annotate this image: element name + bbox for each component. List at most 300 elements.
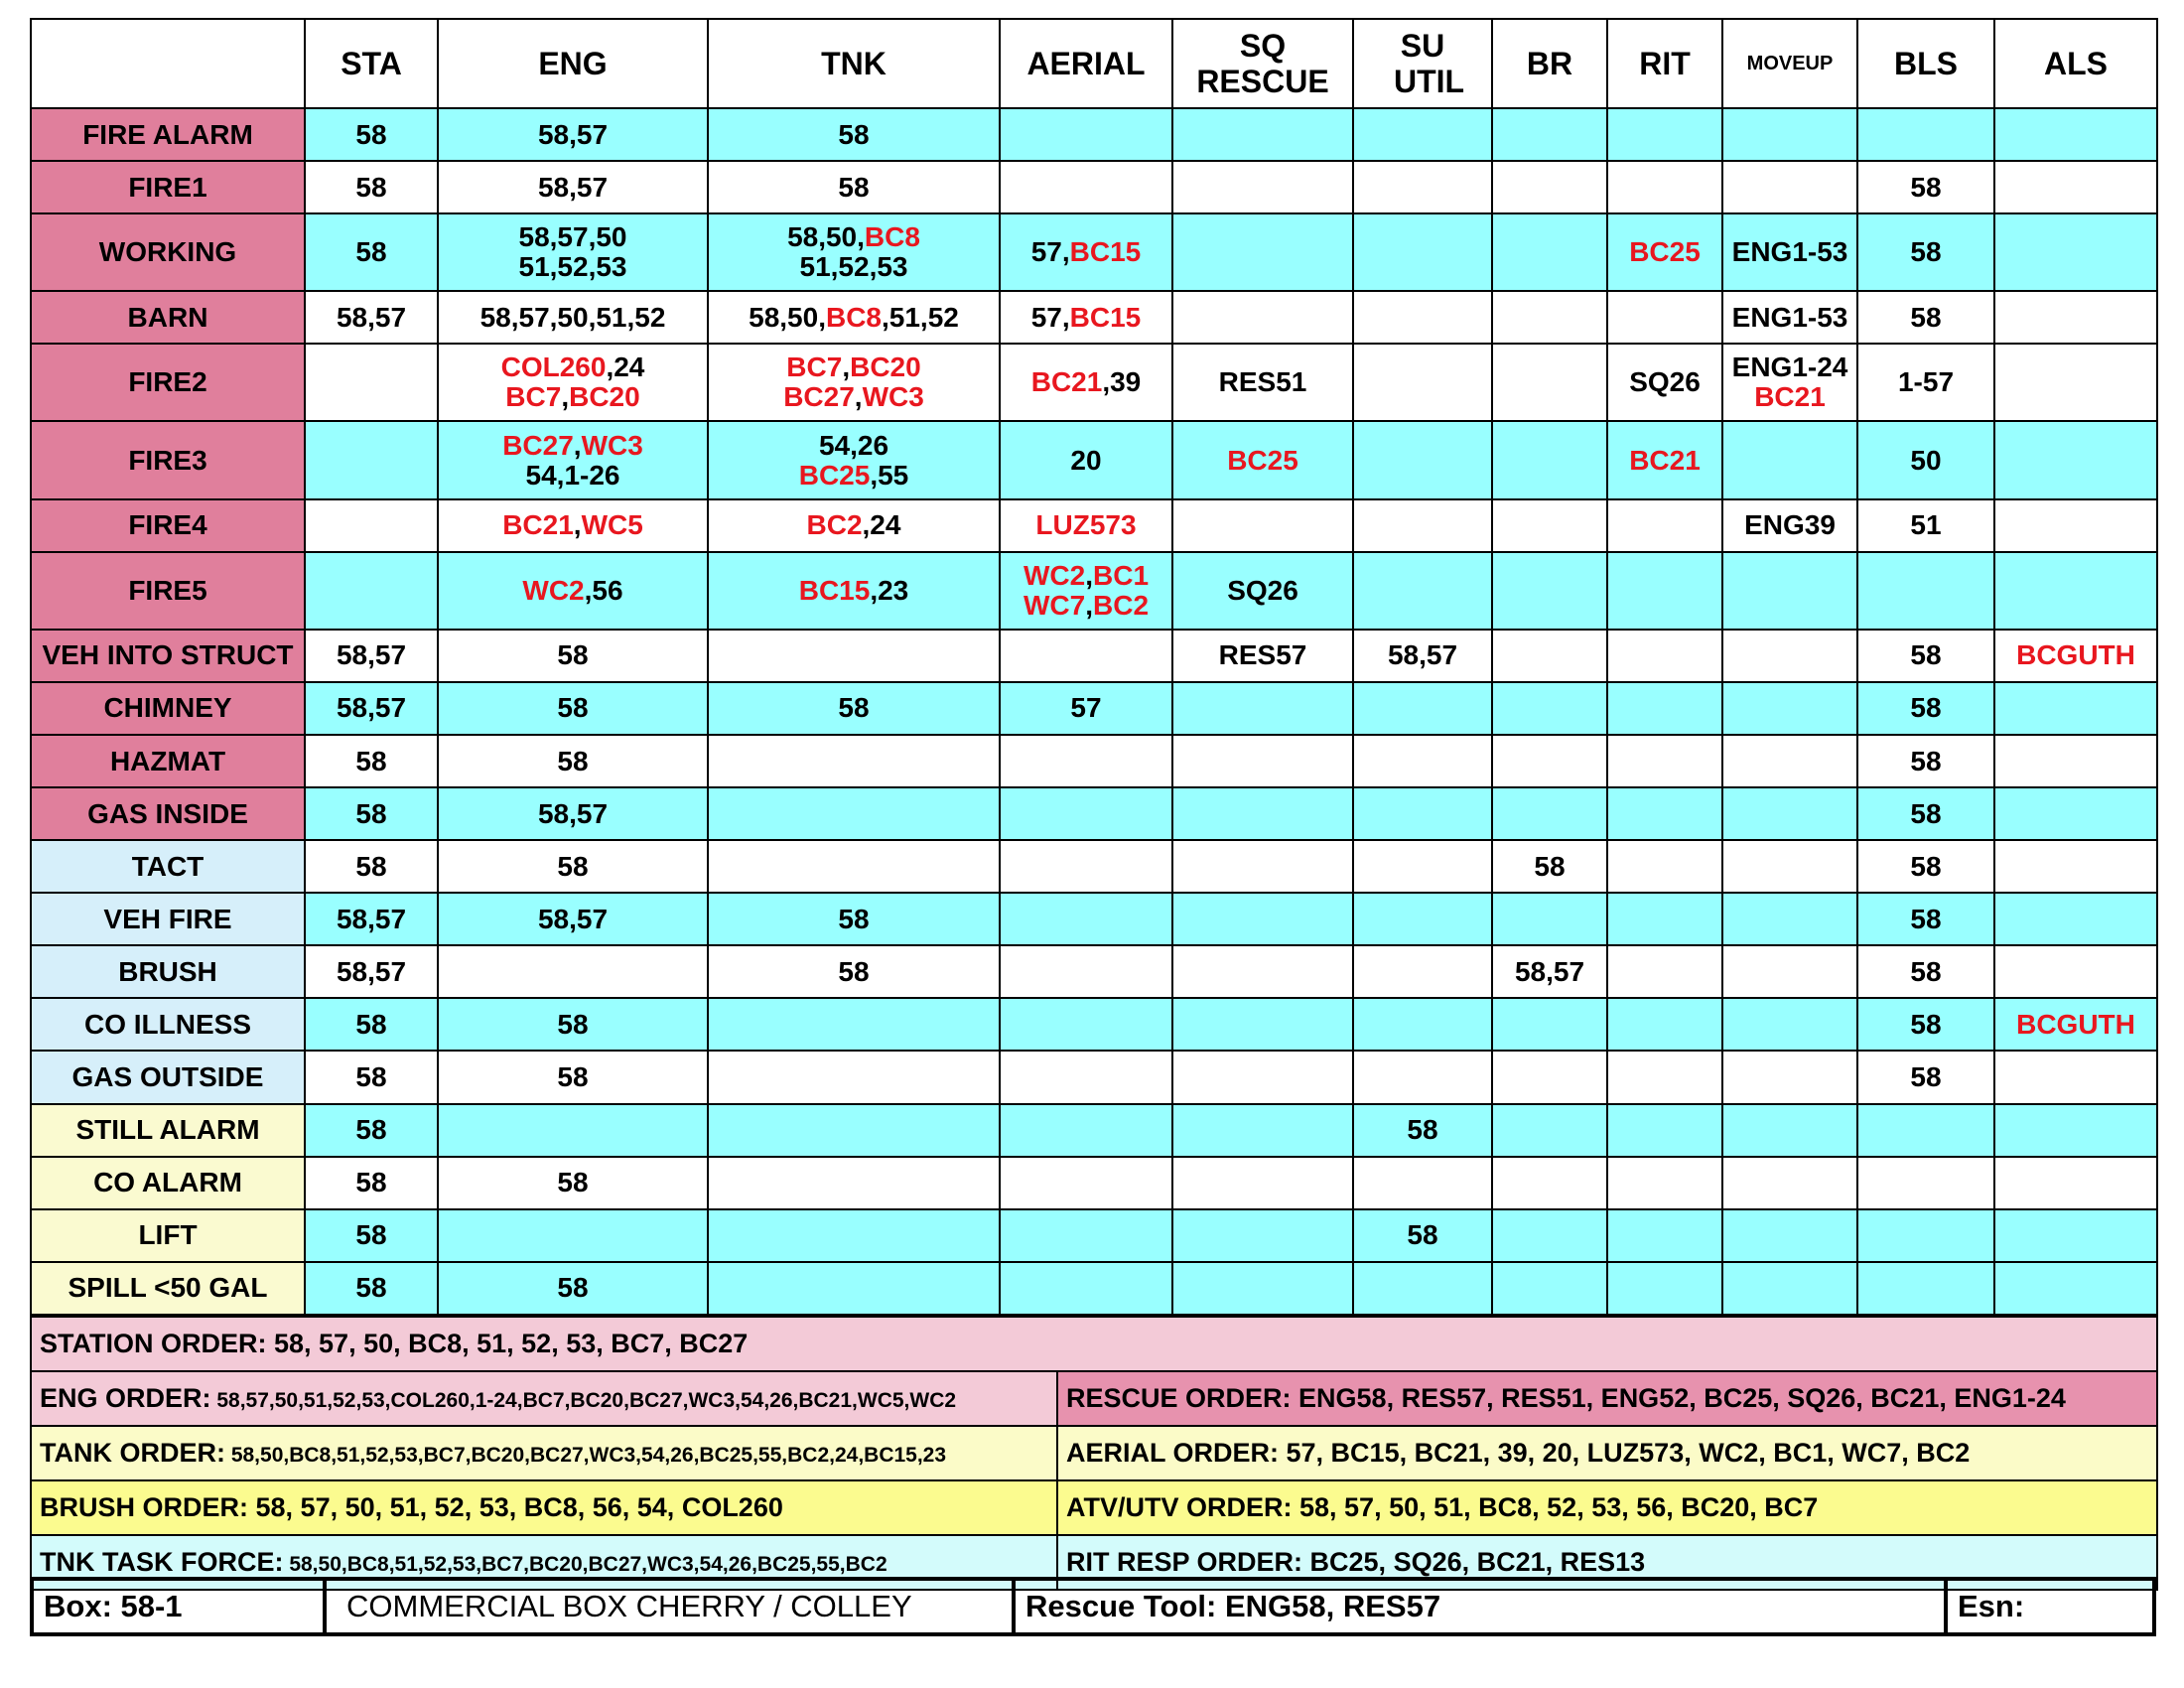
unit: 58 [1910, 1060, 1942, 1092]
unit: 58 [1910, 236, 1942, 268]
cell-bls [1857, 1157, 1994, 1209]
cell-tnk [708, 1051, 1000, 1103]
cell-sq-rescue [1172, 945, 1353, 998]
table-row [31, 998, 2157, 1051]
unit: 58,57 [336, 955, 407, 987]
cell-line [1354, 640, 1491, 670]
cell-tnk [708, 1104, 1000, 1157]
unit-red: BC21 [502, 509, 574, 541]
cell-line [439, 222, 707, 252]
cell-bls [1857, 421, 1994, 498]
cell-line [1858, 510, 1993, 540]
cell-eng [438, 998, 708, 1051]
cell-line [306, 1062, 437, 1092]
cell-line [1173, 367, 1352, 397]
cell-line [1858, 799, 1993, 829]
unit: 58 [355, 1114, 387, 1146]
cell-line [439, 799, 707, 829]
unit-red: BC25 [1227, 444, 1298, 476]
unit: 20 [1070, 444, 1102, 476]
cell-line [1173, 576, 1352, 606]
unit: 58,57 [537, 797, 609, 829]
rescue-tool: Rescue Tool: ENG58, RES57 [1016, 1581, 1948, 1632]
cell-su-util [1353, 421, 1492, 498]
cell-tnk [708, 213, 1000, 291]
cell-line [306, 1168, 437, 1197]
cell-rit [1607, 893, 1722, 945]
unit: 58,57 [336, 903, 407, 934]
cell-eng [438, 1051, 708, 1103]
cell-rit [1607, 291, 1722, 344]
cell-sta [305, 421, 438, 498]
cell-line [709, 510, 999, 540]
cell-tnk [708, 499, 1000, 552]
cell-line [1723, 510, 1856, 540]
cell-moveup [1722, 1262, 1857, 1315]
cell-als [1994, 213, 2157, 291]
cell-als [1994, 499, 2157, 552]
header-rit: RIT [1607, 19, 1722, 108]
table-row [31, 682, 2157, 735]
cell-line [1858, 852, 1993, 882]
cell-eng [438, 682, 708, 735]
unit: ENG39 [1744, 509, 1836, 541]
unit: ,56 [584, 574, 623, 606]
cell-line [439, 1168, 707, 1197]
cell-sq-rescue [1172, 682, 1353, 735]
cell-br [1492, 630, 1607, 682]
cell-moveup [1722, 1104, 1857, 1157]
cell-sta [305, 213, 438, 291]
unit: 57, [1030, 301, 1070, 333]
unit: 58 [355, 850, 387, 882]
unit-red: WC2 [522, 574, 585, 606]
cell-rit [1607, 1209, 1722, 1262]
table-row [31, 840, 2157, 893]
cell-line [1608, 367, 1721, 397]
cell-line [709, 905, 999, 934]
unit: 58 [355, 1060, 387, 1092]
unit-red: BC27 [783, 381, 855, 413]
header-sta: STA [305, 19, 438, 108]
row-label: CO ILLNESS [31, 998, 305, 1051]
cell-line [1001, 367, 1171, 397]
cell-tnk [708, 108, 1000, 161]
unit: 58,50, [787, 221, 865, 253]
row-label: FIRE3 [31, 421, 305, 498]
cell-tnk [708, 998, 1000, 1051]
cell-aerial [1000, 1262, 1172, 1315]
station-order: STATION ORDER: 58, 57, 50, BC8, 51, 52, 53, BC7, BC27 [31, 1317, 2157, 1371]
cell-br [1492, 945, 1607, 998]
cell-line [306, 747, 437, 776]
unit-red: BC15 [1069, 301, 1142, 333]
unit-red: BC21 [1030, 366, 1103, 398]
cell-bls [1857, 630, 1994, 682]
cell-line [1173, 640, 1352, 670]
cell-sta [305, 682, 438, 735]
cell-sq-rescue [1172, 344, 1353, 421]
cell-sta [305, 161, 438, 213]
unit: 58 [1910, 639, 1942, 671]
cell-line [1995, 640, 2156, 670]
cell-sq-rescue [1172, 630, 1353, 682]
rit-resp-order: RIT RESP ORDER: BC25, SQ26, BC21, RES13 [1057, 1535, 2157, 1590]
cell-eng [438, 1209, 708, 1262]
cell-br [1492, 552, 1607, 630]
cell-rit [1607, 213, 1722, 291]
cell-moveup [1722, 213, 1857, 291]
cell-bls [1857, 108, 1994, 161]
cell-tnk [708, 735, 1000, 787]
cell-line [1001, 693, 1171, 723]
cell-br [1492, 213, 1607, 291]
cell-sq-rescue [1172, 840, 1353, 893]
cell-br [1492, 682, 1607, 735]
cell-sq-rescue [1172, 552, 1353, 630]
cell-line [1858, 237, 1993, 267]
unit-red: WC3 [581, 429, 643, 461]
cell-eng [438, 630, 708, 682]
unit: 58 [838, 118, 870, 150]
cell-aerial [1000, 108, 1172, 161]
cell-sq-rescue [1172, 213, 1353, 291]
unit: 58 [838, 692, 870, 724]
cell-br [1492, 1157, 1607, 1209]
unit: RES51 [1218, 366, 1307, 398]
eng-order: ENG ORDER: 58,57,50,51,52,53,COL260,1-24,BC7,BC20,BC27,WC3,54,26,BC21,WC5,WC2 [31, 1371, 1057, 1426]
cell-line [709, 461, 999, 491]
unit: ,23 [870, 574, 909, 606]
cell-sq-rescue [1172, 998, 1353, 1051]
cell-als [1994, 630, 2157, 682]
unit-red: BC25 [798, 459, 871, 491]
cell-rit [1607, 735, 1722, 787]
cell-line [439, 905, 707, 934]
cell-eng [438, 787, 708, 840]
box-number: Box: 58-1 [34, 1581, 327, 1632]
cell-line [306, 693, 437, 723]
unit: , [561, 381, 570, 413]
unit: 58,57 [1514, 955, 1585, 987]
cell-aerial [1000, 1104, 1172, 1157]
cell-sta [305, 945, 438, 998]
cell-line [1995, 1010, 2156, 1040]
cell-rit [1607, 787, 1722, 840]
header-moveup: MOVEUP [1722, 19, 1857, 108]
cell-aerial [1000, 213, 1172, 291]
cell-eng [438, 421, 708, 498]
cell-bls [1857, 1104, 1994, 1157]
cell-line [709, 303, 999, 333]
cell-aerial [1000, 682, 1172, 735]
cell-line [306, 120, 437, 150]
row-label: BRUSH [31, 945, 305, 998]
cell-bls [1857, 1209, 1994, 1262]
cell-sq-rescue [1172, 421, 1353, 498]
unit: 58,57 [537, 171, 609, 203]
cell-line [709, 120, 999, 150]
cell-sq-rescue [1172, 735, 1353, 787]
cell-als [1994, 893, 2157, 945]
cell-line [1858, 747, 1993, 776]
cell-moveup [1722, 1051, 1857, 1103]
table-row [31, 630, 2157, 682]
cell-line [306, 237, 437, 267]
unit: 58 [355, 236, 387, 268]
cell-rit [1607, 1104, 1722, 1157]
cell-line [439, 1273, 707, 1303]
header-aerial: AERIAL [1000, 19, 1172, 108]
unit: 58,57 [537, 903, 609, 934]
cell-aerial [1000, 1051, 1172, 1103]
cell-line [1858, 173, 1993, 203]
cell-als [1994, 787, 2157, 840]
row-label: GAS INSIDE [31, 787, 305, 840]
cell-line [709, 693, 999, 723]
unit: 51 [1910, 509, 1942, 541]
cell-bls [1857, 161, 1994, 213]
unit-red: BC1 [1093, 559, 1150, 591]
cell-rit [1607, 499, 1722, 552]
cell-aerial [1000, 291, 1172, 344]
cell-bls [1857, 787, 1994, 840]
cell-su-util [1353, 682, 1492, 735]
cell-line [709, 431, 999, 461]
cell-moveup [1722, 1157, 1857, 1209]
table-row [31, 213, 2157, 291]
cell-line [1858, 367, 1993, 397]
unit-red: BC20 [569, 381, 640, 413]
cell-line [439, 382, 707, 412]
cell-line [1001, 237, 1171, 267]
unit-red: BC21 [1629, 444, 1701, 476]
cell-line [1493, 957, 1606, 987]
cell-aerial [1000, 421, 1172, 498]
cell-line [306, 799, 437, 829]
cell-rit [1607, 161, 1722, 213]
unit-red: BC25 [1629, 236, 1701, 268]
unit: 58 [838, 903, 870, 934]
cell-line [439, 252, 707, 282]
cell-sta [305, 499, 438, 552]
unit: 58,57 [336, 692, 407, 724]
cell-moveup [1722, 108, 1857, 161]
cell-line [439, 510, 707, 540]
unit: 54,1-26 [525, 459, 620, 491]
unit: 51,52,53 [518, 251, 627, 283]
cell-moveup [1722, 421, 1857, 498]
cell-eng [438, 108, 708, 161]
cell-aerial [1000, 552, 1172, 630]
unit: 58 [1910, 1008, 1942, 1040]
cell-line [439, 173, 707, 203]
cell-line [439, 852, 707, 882]
cell-line [1858, 640, 1993, 670]
table-row [31, 1157, 2157, 1209]
cell-line [306, 1273, 437, 1303]
cell-su-util [1353, 1104, 1492, 1157]
cell-moveup [1722, 787, 1857, 840]
cell-aerial [1000, 893, 1172, 945]
cell-bls [1857, 1262, 1994, 1315]
cell-br [1492, 421, 1607, 498]
box-description: COMMERCIAL BOX CHERRY / COLLEY [327, 1581, 1016, 1632]
table-row [31, 344, 2157, 421]
unit: 58,57 [336, 639, 407, 671]
table-row [31, 499, 2157, 552]
unit-red: BC20 [850, 352, 921, 383]
unit: ,24 [862, 509, 901, 541]
cell-eng [438, 1104, 708, 1157]
cell-eng [438, 893, 708, 945]
unit: 58 [557, 745, 589, 776]
cell-sta [305, 840, 438, 893]
cell-sta [305, 630, 438, 682]
cell-eng [438, 344, 708, 421]
cell-rit [1607, 1262, 1722, 1315]
cell-line [1608, 446, 1721, 476]
unit: 58 [355, 1272, 387, 1304]
atv-order: ATV/UTV ORDER: 58, 57, 50, 51, BC8, 52, 53, 56, BC20, BC7 [1057, 1480, 2157, 1535]
cell-moveup [1722, 682, 1857, 735]
cell-eng [438, 291, 708, 344]
cell-br [1492, 840, 1607, 893]
unit: 58,57,50,51,52 [479, 301, 666, 333]
cell-als [1994, 840, 2157, 893]
cell-sta [305, 108, 438, 161]
cell-line [1001, 591, 1171, 621]
row-label: SPILL <50 GAL [31, 1262, 305, 1315]
unit: 58 [557, 1272, 589, 1304]
tnk-task-force: TNK TASK FORCE: 58,50,BC8,51,52,53,BC7,BC20,BC27,WC3,54,26,BC25,55,BC2 [31, 1535, 1057, 1590]
cell-moveup [1722, 552, 1857, 630]
cell-line [709, 382, 999, 412]
unit: ,51,52 [882, 301, 959, 333]
cell-moveup [1722, 630, 1857, 682]
unit: ,55 [870, 459, 909, 491]
table-row [31, 945, 2157, 998]
unit: 58,57,50 [518, 221, 627, 253]
unit: , [573, 509, 582, 541]
cell-su-util [1353, 213, 1492, 291]
cell-moveup [1722, 161, 1857, 213]
cell-line [439, 747, 707, 776]
row-label: FIRE2 [31, 344, 305, 421]
unit: , [1085, 559, 1093, 591]
cell-su-util [1353, 1051, 1492, 1103]
unit: 54,26 [818, 429, 889, 461]
cell-line [1858, 1010, 1993, 1040]
cell-su-util [1353, 499, 1492, 552]
row-label: WORKING [31, 213, 305, 291]
cell-tnk [708, 344, 1000, 421]
cell-sq-rescue [1172, 893, 1353, 945]
cell-bls [1857, 945, 1994, 998]
cell-line [439, 693, 707, 723]
cell-moveup [1722, 344, 1857, 421]
cell-tnk [708, 421, 1000, 498]
cell-bls [1857, 682, 1994, 735]
cell-tnk [708, 552, 1000, 630]
unit: , [1085, 589, 1093, 621]
cell-line [709, 173, 999, 203]
table-row [31, 291, 2157, 344]
cell-su-util [1353, 1262, 1492, 1315]
cell-bls [1857, 998, 1994, 1051]
cell-eng [438, 945, 708, 998]
cell-br [1492, 161, 1607, 213]
cell-als [1994, 998, 2157, 1051]
cell-line [306, 640, 437, 670]
cell-moveup [1722, 1209, 1857, 1262]
cell-tnk [708, 893, 1000, 945]
unit: 58 [1910, 955, 1942, 987]
cell-br [1492, 499, 1607, 552]
cell-line [709, 576, 999, 606]
cell-line [1858, 957, 1993, 987]
cell-line [1858, 303, 1993, 333]
unit: 58 [557, 1167, 589, 1198]
cell-line [439, 431, 707, 461]
header-sq-rescue: SQ RESCUE [1172, 19, 1353, 108]
unit-red: BC15 [798, 574, 871, 606]
cell-moveup [1722, 893, 1857, 945]
cell-line [1723, 352, 1856, 382]
cell-rit [1607, 108, 1722, 161]
cell-br [1492, 998, 1607, 1051]
table-row [31, 108, 2157, 161]
unit: 58 [557, 639, 589, 671]
table-row [31, 421, 2157, 498]
cell-sta [305, 1209, 438, 1262]
cell-su-util [1353, 787, 1492, 840]
unit: 58 [838, 171, 870, 203]
tank-order: TANK ORDER: 58,50,BC8,51,52,53,BC7,BC20,BC27,WC3,54,26,BC25,55,BC2,24,BC15,23 [31, 1426, 1057, 1480]
cell-sta [305, 1104, 438, 1157]
unit: 58 [355, 745, 387, 776]
row-label: STILL ALARM [31, 1104, 305, 1157]
unit: 58 [557, 1060, 589, 1092]
unit: 57 [1070, 692, 1102, 724]
cell-als [1994, 945, 2157, 998]
cell-line [1001, 561, 1171, 591]
cell-tnk [708, 787, 1000, 840]
unit: RES57 [1218, 639, 1307, 671]
cell-su-util [1353, 945, 1492, 998]
unit-red: WC5 [581, 509, 643, 541]
cell-rit [1607, 421, 1722, 498]
cell-als [1994, 1104, 2157, 1157]
unit-red: BC2 [806, 509, 863, 541]
cell-als [1994, 1157, 2157, 1209]
aerial-order: AERIAL ORDER: 57, BC15, BC21, 39, 20, LUZ573, WC2, BC1, WC7, BC2 [1057, 1426, 2157, 1480]
cell-line [1858, 1062, 1993, 1092]
cell-bls [1857, 893, 1994, 945]
esn-field[interactable]: Esn: [1958, 1589, 2025, 1623]
cell-bls [1857, 291, 1994, 344]
cell-bls [1857, 344, 1994, 421]
cell-sq-rescue [1172, 787, 1353, 840]
cell-als [1994, 1051, 2157, 1103]
row-label: FIRE1 [31, 161, 305, 213]
cell-aerial [1000, 630, 1172, 682]
cell-line [1858, 446, 1993, 476]
cell-aerial [1000, 499, 1172, 552]
unit: 58 [1910, 301, 1942, 333]
cell-rit [1607, 1051, 1722, 1103]
cell-sta [305, 787, 438, 840]
